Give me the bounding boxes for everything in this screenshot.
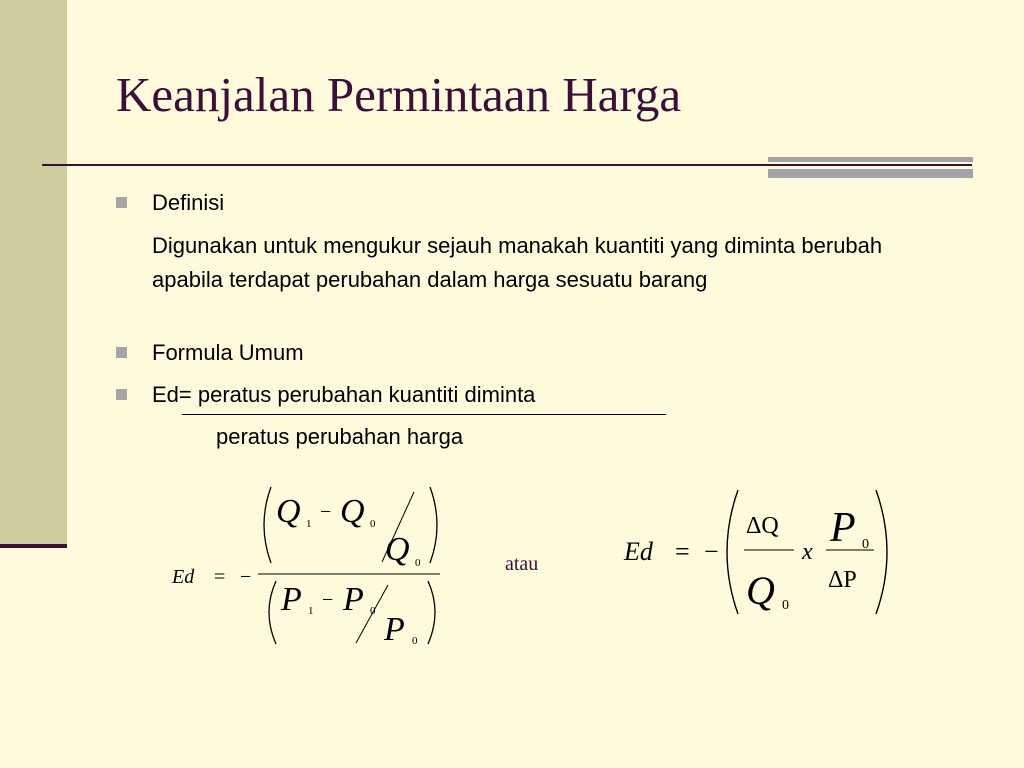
- right-minus: −: [704, 537, 719, 566]
- right-p0-sub: 0: [862, 537, 869, 552]
- right-paren-close: [876, 490, 887, 614]
- left-den-p0-div: P: [384, 611, 405, 648]
- bullet-formula-umum: Formula Umum: [152, 340, 304, 365]
- left-num-q0-div-sub: 0: [415, 557, 421, 569]
- right-q0: Q: [746, 568, 775, 613]
- left-num-q0-sub: 0: [370, 518, 376, 530]
- connector-atau: atau: [505, 553, 539, 575]
- left-num-q0: Q: [340, 493, 365, 530]
- left-num-minus: −: [320, 501, 332, 523]
- left-den-minus: −: [322, 589, 334, 611]
- slide-title: Keanjalan Permintaan Harga: [116, 67, 682, 122]
- bullet-definisi: Definisi: [152, 190, 225, 215]
- right-delta-q: ΔQ: [746, 513, 779, 539]
- left-num-paren-open: [264, 487, 271, 563]
- left-num-paren-close: [430, 487, 437, 563]
- right-lhs: Ed: [624, 537, 653, 566]
- right-q0-sub: 0: [782, 598, 789, 613]
- left-den-p1: P: [281, 581, 302, 618]
- formula-numerator-text: Ed= peratus perubahan kuantiti diminta: [152, 382, 536, 407]
- right-p0: P: [830, 505, 856, 551]
- left-den-paren-open: [269, 581, 276, 644]
- left-den-p0-div-sub: 0: [412, 635, 418, 647]
- formula-left: [171, 487, 440, 648]
- left-minus: −: [240, 566, 252, 588]
- formula-denominator-text: peratus perubahan harga: [216, 424, 464, 449]
- left-den-p0: P: [343, 581, 364, 618]
- definition-paragraph: Digunakan untuk mengukur sejauh manakah kuantiti yang diminta berubah apabila terdapat perubahan dalam harga sesuatu barang: [152, 233, 883, 292]
- right-delta-p: ΔP: [828, 567, 857, 593]
- left-lhs: Ed: [172, 566, 195, 588]
- formula-right: [623, 490, 887, 614]
- left-num-q0-div: Q: [385, 531, 410, 568]
- left-den-paren-close: [428, 581, 435, 644]
- left-num-q1-sub: 1: [306, 518, 312, 530]
- right-times: x: [802, 539, 813, 565]
- left-num-q1: Q: [276, 493, 301, 530]
- left-den-p1-sub: 1: [308, 605, 314, 617]
- left-equals: =: [214, 566, 226, 588]
- right-equals: =: [675, 537, 690, 566]
- right-paren-open: [727, 490, 738, 614]
- left-den-p0-sub: 0: [370, 605, 376, 617]
